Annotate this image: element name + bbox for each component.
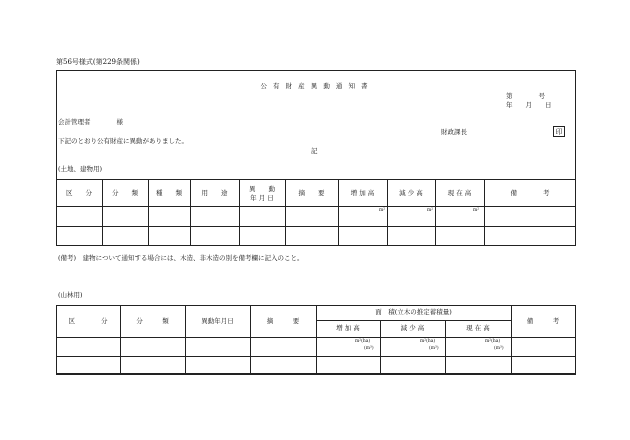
sender: 財政課長 bbox=[441, 128, 467, 136]
forest-header-increase: 増 加 高 bbox=[336, 324, 360, 332]
form-number: 第56号様式(第229条関係) bbox=[56, 58, 140, 66]
forest-header-kubun: 区 分 bbox=[68, 317, 108, 325]
document-title: 公 有 財 産 異 動 通 知 書 bbox=[260, 82, 370, 90]
forest-col-line bbox=[120, 305, 121, 374]
land-unit-decrease: m² bbox=[427, 208, 434, 213]
seal-mark: 印 bbox=[553, 126, 565, 137]
land-unit-increase: m² bbox=[379, 208, 386, 213]
land-header-shurui: 種 類 bbox=[156, 189, 182, 197]
land-header-yoto: 用 途 bbox=[201, 189, 228, 197]
land-table-top bbox=[56, 179, 576, 180]
forest-col-line bbox=[511, 305, 512, 374]
addressee: 会計管理者 様 bbox=[58, 118, 123, 126]
note-text: (備考) 建物について通知する場合には、木造、非木造の別を備考欄に記入のこと。 bbox=[58, 254, 304, 262]
land-header-decrease: 減 少 高 bbox=[399, 189, 423, 197]
land-header-ido: 異 動 bbox=[249, 185, 275, 193]
forest-header-date: 異動年月日 bbox=[201, 317, 234, 325]
forest-unit-increase-ha: m²(ha) bbox=[355, 339, 371, 344]
date-label: 年 月 日 bbox=[506, 101, 552, 109]
land-header-date: 年 月 日 bbox=[250, 194, 274, 202]
forest-header-tekiyo: 摘 要 bbox=[266, 317, 300, 325]
land-header-current: 現 在 高 bbox=[447, 189, 472, 197]
land-header-bottom bbox=[56, 206, 576, 207]
land-header-kubun: 区 分 bbox=[66, 189, 92, 197]
land-header-increase: 増 加 高 bbox=[350, 189, 375, 197]
forest-caption: (山林用) bbox=[58, 291, 83, 299]
forest-unit-decrease-ha: m²(ha) bbox=[420, 339, 436, 344]
notice-frame bbox=[56, 70, 576, 246]
forest-left-edge bbox=[56, 305, 57, 374]
forest-unit-current-ha: m²(ha) bbox=[485, 339, 501, 344]
forest-unit-current-m3: (m³) bbox=[494, 346, 504, 351]
forest-header-bunrui: 分 類 bbox=[136, 317, 169, 325]
forest-header-current: 現 在 高 bbox=[466, 324, 490, 332]
forest-area-divider bbox=[316, 320, 511, 321]
land-unit-current: m² bbox=[473, 208, 480, 213]
ki-label: 記 bbox=[311, 147, 318, 155]
forest-header-area: 面 積(立木の推定蓄積量) bbox=[375, 308, 452, 316]
land-header-tekiyo: 摘 要 bbox=[298, 189, 325, 197]
land-header-biko: 備 考 bbox=[510, 189, 550, 197]
forest-unit-decrease-m3: (m³) bbox=[429, 346, 439, 351]
forest-unit-increase-m3: (m³) bbox=[364, 346, 374, 351]
land-header-bunrui: 分 類 bbox=[112, 189, 138, 197]
number-label: 第 号 bbox=[506, 92, 545, 100]
body-text: 下記のとおり公有財産に異動がありました。 bbox=[58, 137, 188, 145]
land-row-line bbox=[56, 226, 576, 227]
land-caption: (土地、建物用) bbox=[58, 165, 103, 173]
forest-col-line bbox=[250, 305, 251, 374]
forest-header-decrease: 減 少 高 bbox=[400, 324, 425, 332]
forest-col-line bbox=[185, 305, 186, 374]
forest-header-biko: 備 考 bbox=[526, 317, 560, 325]
forest-right-edge bbox=[575, 305, 576, 374]
